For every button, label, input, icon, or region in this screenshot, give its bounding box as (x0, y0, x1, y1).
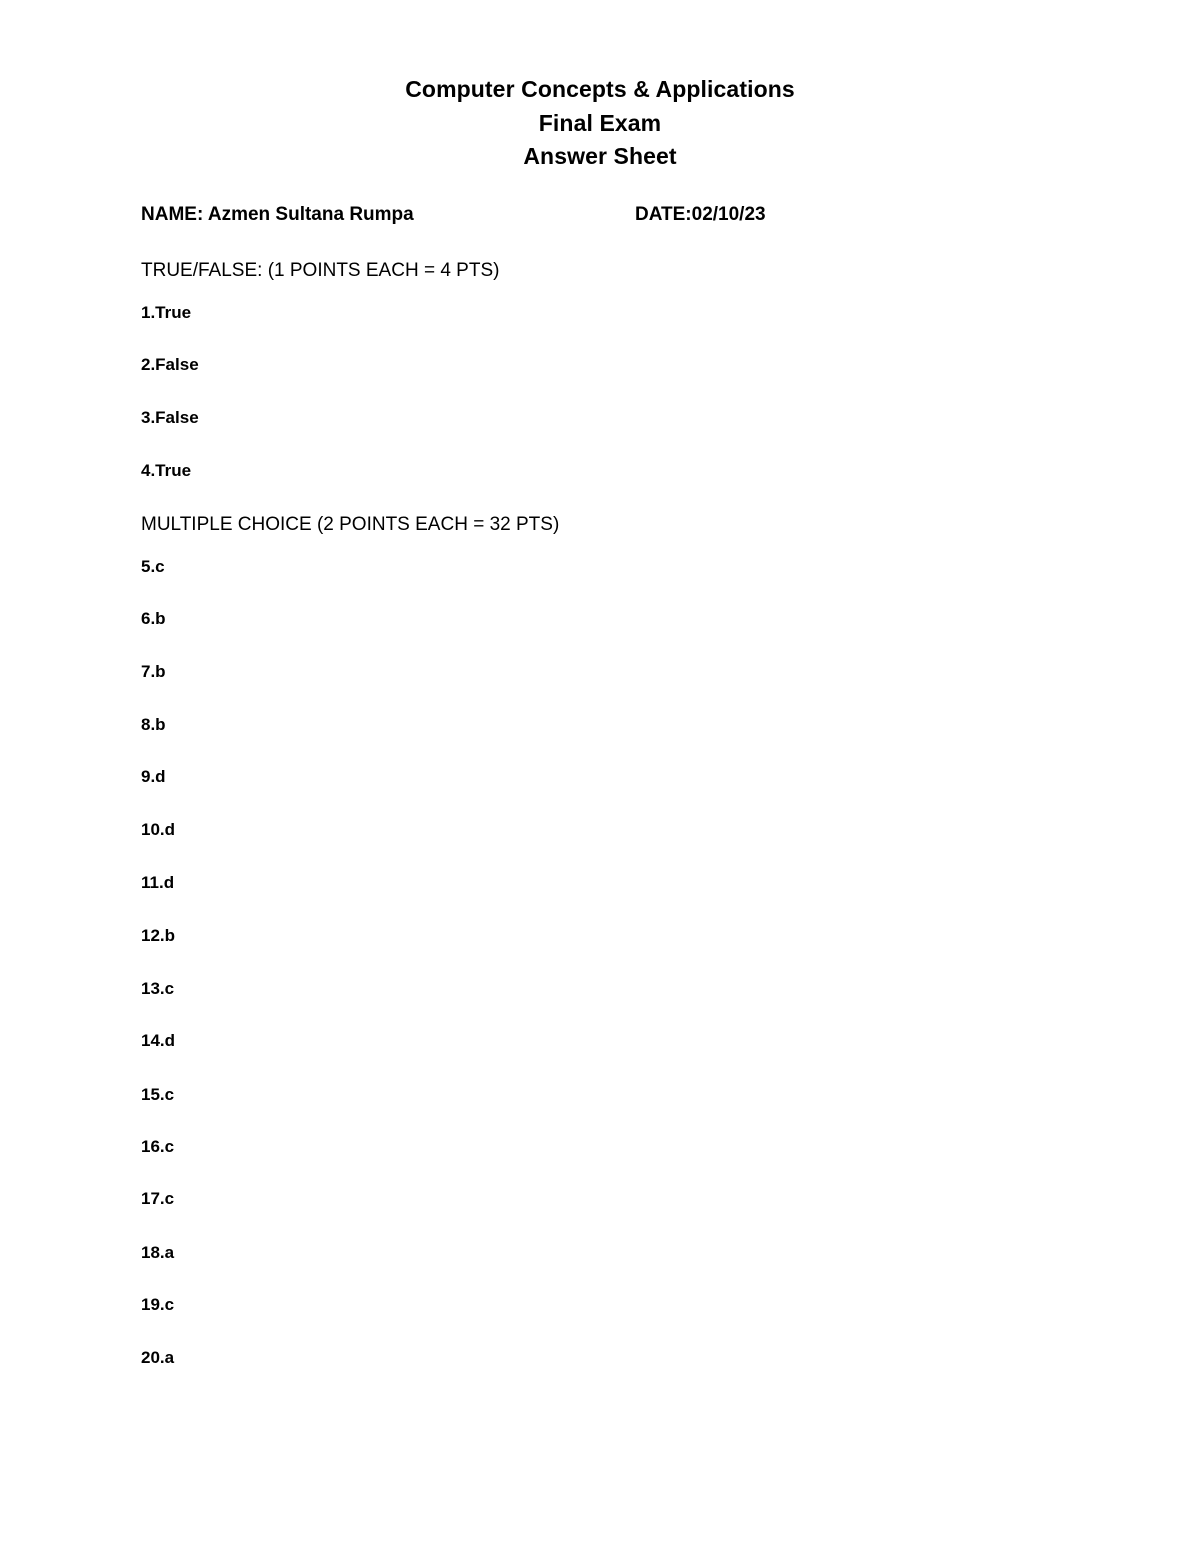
answer-item: 15.c (141, 1085, 175, 1104)
true-false-heading: TRUE/FALSE: (1 POINTS EACH = 4 PTS) (141, 260, 500, 281)
answer-item: 17.c (141, 1189, 175, 1208)
answer-item: 9.d (141, 767, 166, 786)
answer-item: 3.False (141, 408, 199, 427)
answer-item: 10.d (141, 820, 176, 839)
answer-item: 18.a (141, 1243, 175, 1262)
answer-item: 16.c (141, 1137, 175, 1156)
multiple-choice-heading: MULTIPLE CHOICE (2 POINTS EACH = 32 PTS) (141, 514, 560, 535)
sheet-title: Answer Sheet (523, 143, 677, 169)
answer-item: 7.b (141, 662, 166, 681)
answer-item: 5.c (141, 557, 165, 576)
student-name: NAME: Azmen Sultana Rumpa (141, 204, 414, 225)
answer-item: 4.True (141, 461, 192, 480)
answer-item: 13.c (141, 979, 175, 998)
answer-item: 8.b (141, 715, 166, 734)
answer-item: 1.True (141, 303, 192, 322)
answer-item: 2.False (141, 355, 199, 374)
exam-title: Final Exam (538, 110, 662, 136)
exam-date: DATE:02/10/23 (635, 204, 766, 225)
answer-item: 19.c (141, 1295, 175, 1314)
answer-item: 12.b (141, 926, 176, 945)
course-title: Computer Concepts & Applications (405, 76, 795, 102)
answer-item: 11.d (141, 873, 175, 892)
answer-item: 20.a (141, 1348, 175, 1367)
answer-item: 14.d (141, 1031, 176, 1050)
answer-item: 6.b (141, 609, 166, 628)
